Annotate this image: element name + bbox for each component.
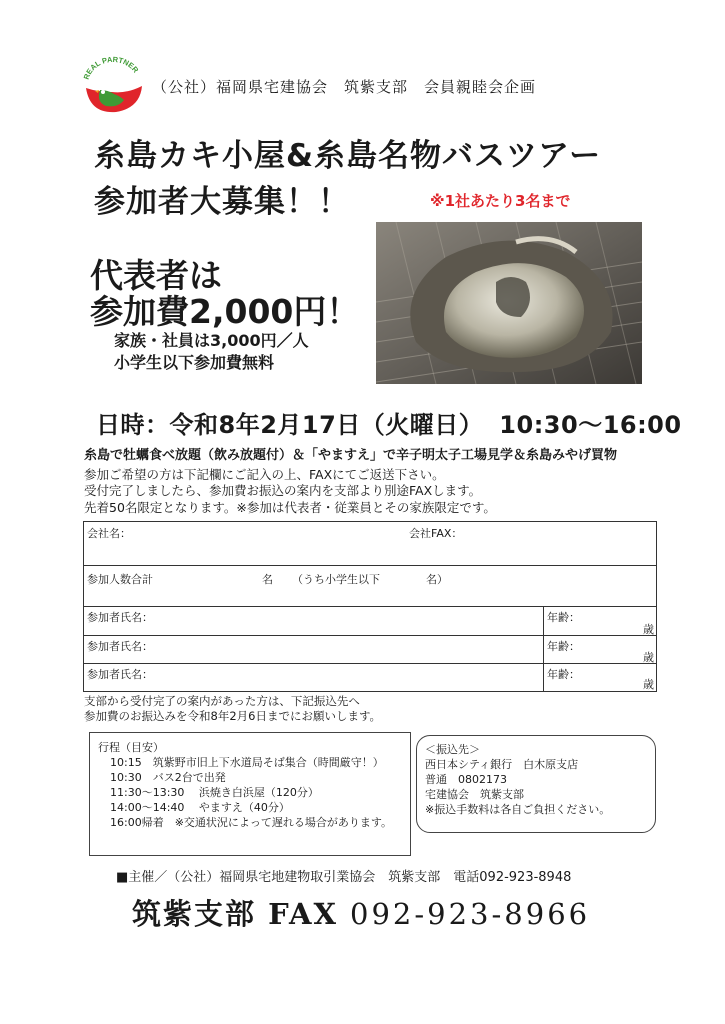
payment-note-line-1: 支部から受付完了の案内があった方は、下記振込先へ	[84, 694, 360, 708]
tour-description: 糸島で牡蠣食べ放題（飲み放題付）＆「やますえ」で辛子明太子工場見学＆糸島みやげ買物	[84, 448, 618, 463]
application-form	[83, 521, 657, 692]
organizer-header: （公社）福岡県宅建協会 筑紫支部 会員親睦会企画	[152, 78, 537, 96]
payment-note-line-2: 参加費のお振込みを令和8年2月6日までにお願いします。	[84, 709, 382, 723]
company-name-label: 会社名：	[87, 527, 131, 540]
svg-text:REAL PARTNER	[82, 55, 141, 81]
bank-fee-note: ※振込手数料は各自ご負担ください。	[425, 803, 611, 816]
participant-name-label: 参加者氏名：	[87, 668, 153, 681]
age-label: 年齢：	[547, 640, 580, 653]
logo-text: REAL PARTNER	[81, 54, 141, 81]
event-time: 10:30〜16:00	[499, 411, 682, 439]
intro-line-1: 参加ご希望の方は下記欄にご記入の上、FAXにてご返送下さい。	[84, 466, 445, 482]
fax-label: 筑紫支部 FAX	[132, 897, 338, 931]
itinerary-item: 10:15 筑紫野市旧上下水道局そば集合（時間厳守！）	[110, 756, 384, 769]
participant-row[interactable]	[84, 607, 656, 636]
representative-fee-line2: 参加費2,000円！	[90, 292, 360, 331]
participant-row[interactable]	[84, 636, 656, 664]
bank-holder: 宅建協会 筑紫支部	[425, 788, 524, 801]
participant-count-unit: 名	[262, 573, 273, 586]
age-label: 年齢：	[547, 668, 580, 681]
itinerary-item: 11:30〜13:30 浜焼き白浜屋（120分）	[110, 786, 319, 799]
age-label: 年齢：	[547, 611, 580, 624]
age-unit: 歳	[643, 678, 654, 691]
company-fax-label: 会社FAX：	[409, 527, 463, 540]
recruit-title: 参加者大募集！！	[94, 184, 350, 220]
child-count-label: （うち小学生以下	[292, 573, 380, 586]
company-row[interactable]	[84, 522, 656, 566]
event-datetime	[96, 405, 682, 440]
participant-count-label: 参加人数合計	[87, 573, 153, 586]
oyster-photo	[376, 222, 642, 384]
tour-title: 糸島カキ小屋&糸島名物バスツアー	[94, 138, 602, 174]
fax-line	[132, 892, 590, 933]
event-date: 日時：令和8年2月17日（火曜日）	[96, 411, 484, 439]
bank-name: 西日本シティ銀行 白木原支店	[425, 758, 579, 771]
participant-limit-note: ※1社あたり3名まで	[430, 192, 571, 210]
itinerary-title: 行程（目安）	[98, 741, 164, 754]
payment-deadline-note	[84, 694, 381, 724]
participant-row[interactable]	[84, 664, 656, 691]
itinerary-item: 14:00〜14:40 やますえ（40分）	[110, 801, 290, 814]
participant-name-label: 参加者氏名：	[87, 640, 153, 653]
age-unit: 歳	[643, 623, 654, 636]
representative-fee-line1: 代表者は	[90, 256, 222, 295]
family-fee: 家族・社員は3,000円／人	[114, 331, 309, 350]
bank-account: 普通 0802173	[425, 773, 507, 786]
fax-number: 092-923-8966	[350, 897, 591, 931]
bank-transfer-box	[416, 735, 656, 833]
itinerary-item: 10:30 バス2台で出発	[110, 771, 226, 784]
real-partner-logo	[78, 54, 148, 116]
intro-line-2: 受付完了しましたら、参加費お振込の案内を支部より別途FAXします。	[84, 483, 482, 498]
itinerary-box	[89, 732, 411, 856]
intro-line-3: 先着50名限定となります。※参加は代表者・従業員とその家族限定です。	[84, 499, 496, 515]
participant-count-row[interactable]	[84, 566, 656, 607]
intro-text	[84, 448, 664, 516]
child-fee: 小学生以下参加費無料	[114, 353, 275, 372]
itinerary-item: 16:00帰着 ※交通状況によって遅れる場合があります。	[110, 816, 393, 829]
organizer-footer: ■主催／（公社）福岡県宅地建物取引業協会 筑紫支部 電話092-923-8948	[116, 870, 572, 885]
bank-title: ＜振込先＞	[425, 743, 480, 756]
participant-name-label: 参加者氏名：	[87, 611, 153, 624]
age-unit: 歳	[643, 651, 654, 664]
child-count-unit: 名）	[426, 573, 448, 586]
